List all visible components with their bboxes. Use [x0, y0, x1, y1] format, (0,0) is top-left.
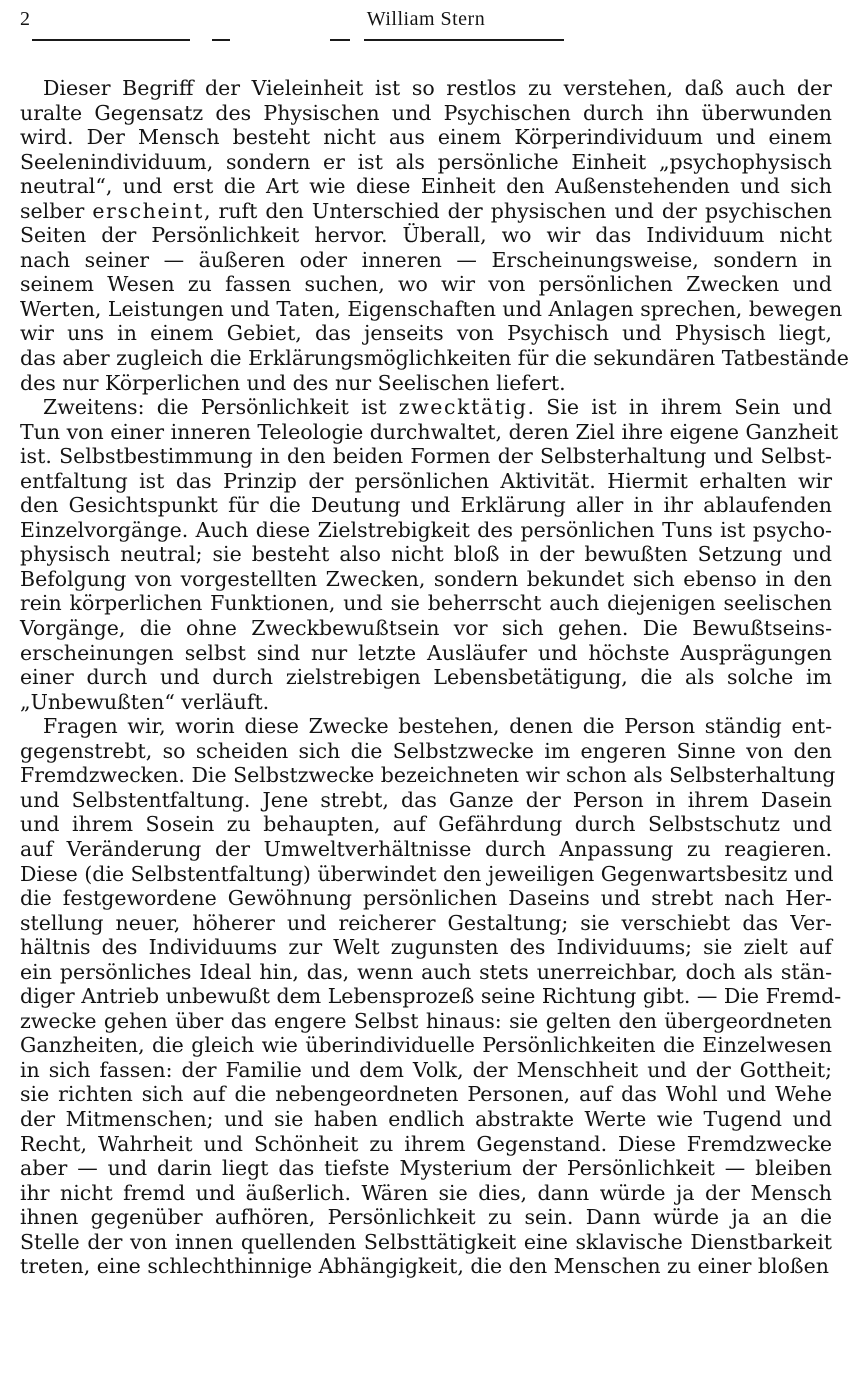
text-line: nach seiner — äußeren oder inneren — Erscheinungsweise, sondern in [20, 247, 832, 272]
text-line: ein persönliches Ideal hin, das, wenn auch stets unerreichbar, doch als stän- [20, 959, 832, 984]
paragraph [20, 76, 849, 395]
text-segment: Zweitens: die Persönlichkeit ist [43, 395, 399, 420]
text-line: wir uns in einem Gebiet, das jenseits von Psychisch und Physisch liegt, [20, 321, 832, 346]
text-line: sie richten sich auf die nebengeordneten Personen, auf das Wohl und Wehe [20, 1082, 832, 1107]
text-line: wird. Der Mensch besteht nicht aus einem Körperindividuum und einem [20, 125, 832, 150]
text-line: das aber zugleich die Erklärungsmöglichkeiten für die sekundären Tatbestände [20, 346, 849, 371]
text-line: Ganzheiten, die gleich wie überindividuelle Persönlichkeiten die Einzelwesen [20, 1033, 832, 1058]
header-rule-left [32, 39, 190, 41]
text-line: uralte Gegensatz des Physischen und Psychischen durch ihn überwunden [20, 100, 832, 125]
text-line: rein körperlichen Funktionen, und sie beherrscht auch diejenigen seelischen [20, 591, 832, 616]
text-line: Fremdzwecken. Die Selbstzwecke bezeichneten wir schon als Selbsterhaltung [20, 763, 836, 788]
text-line: ist. Selbstbestimmung in den beiden Formen der Selbsterhaltung und Selbst- [20, 444, 832, 469]
text-line [20, 199, 832, 224]
header-rule-mid [212, 39, 230, 41]
text-line: Tun von einer inneren Teleologie durchwaltet, deren Ziel ihre eigene Ganzheit [20, 419, 839, 444]
text-line: Befolgung von vorgestellten Zwecken, sondern bekundet sich ebenso in den [20, 566, 832, 591]
text-line: auf Veränderung der Umweltverhältnisse durch Anpassung zu reagieren. [20, 836, 832, 861]
text-line: entfaltung ist das Prinzip der persönlichen Aktivität. Hiermit erhalten wir [20, 468, 832, 493]
text-segment: , ruft den Unterschied der physischen und der psychischen [203, 198, 832, 223]
text-line: Seelenindividuum, sondern er ist als persönliche Einheit „psychophysisch [20, 149, 832, 174]
text-line: Dieser Begriff der Vieleinheit ist so restlos zu verstehen, daß auch der [43, 76, 832, 100]
text-line [20, 395, 832, 420]
text-line: „Unbewußten“ verläuft. [20, 689, 270, 714]
text-line: Einzelvorgänge. Auch diese Zielstrebigkeit des persönlichen Tuns ist psycho- [20, 517, 832, 542]
text-line: physisch neutral; sie besteht also nicht bloß in der bewußten Setzung und [20, 542, 832, 567]
text-segment: selber [20, 198, 93, 223]
text-line: erscheinungen selbst sind nur letzte Ausläufer und höchste Ausprägungen [20, 640, 832, 665]
text-line: Seiten der Persönlichkeit hervor. Überall, wo wir das Individuum nicht [20, 223, 832, 248]
text-line: und Selbstentfaltung. Jene strebt, das Ganze der Person in ihrem Dasein [20, 787, 832, 812]
text-line: Werten, Leistungen und Taten, Eigenschaften und Anlagen sprechen, bewegen [20, 296, 843, 321]
text-line: treten, eine schlechthinnige Abhängigkeit, die den Menschen zu einer bloßen [20, 1254, 829, 1279]
paragraph [20, 714, 842, 1279]
text-line: zwecke gehen über das engere Selbst hinaus: sie gelten den übergeordneten [20, 1008, 832, 1033]
body-text [20, 76, 849, 1279]
text-line: hältnis des Individuums zur Welt zugunsten des Individuums; sie zielt auf [20, 935, 832, 960]
text-line [20, 174, 832, 199]
emphasis-spaced: erscheint [92, 198, 204, 223]
emphasis-spaced: zwecktätig [398, 395, 528, 420]
page-number: 2 [20, 8, 30, 30]
header-rule-right [364, 39, 564, 41]
running-head: William Stern [366, 8, 486, 30]
text-line: Diese (die Selbstentfaltung) überwindet den jeweiligen Gegenwartsbesitz und [20, 861, 834, 886]
text-line: Fragen wir, worin diese Zwecke bestehen, denen die Person ständig ent- [43, 714, 832, 739]
text-segment: . Sie ist in ihrem Sein und [527, 395, 833, 420]
text-line: diger Antrieb unbewußt dem Lebensprozeß seine Richtung gibt. — Die Fremd- [20, 984, 842, 1009]
text-line: einer durch und durch zielstrebigen Lebensbetätigung, die als solche im [20, 665, 832, 690]
text-line: ihnen gegenüber aufhören, Persönlichkeit zu sein. Dann würde ja an die [20, 1205, 832, 1230]
text-line: Stelle der von innen quellenden Selbsttätigkeit eine sklavische Dienstbarkeit [20, 1229, 832, 1254]
text-line: aber — und darin liegt das tiefste Mysterium der Persönlichkeit — bleiben [20, 1156, 832, 1181]
text-line: Vorgänge, die ohne Zweckbewußtsein vor sich gehen. Die Bewußtseins- [20, 616, 832, 641]
text-line: ihr nicht fremd und äußerlich. Wären sie dies, dann würde ja der Mensch [20, 1180, 832, 1205]
text-line: stellung neuer, höherer und reicherer Gestaltung; sie verschiebt das Ver- [20, 910, 832, 935]
text-line: der Mitmenschen; und sie haben endlich abstrakte Werte wie Tugend und [20, 1106, 832, 1131]
text-line: seinem Wesen zu fassen suchen, wo wir von persönlichen Zwecken und [20, 272, 832, 297]
text-line: Recht, Wahrheit und Schönheit zu ihrem Gegenstand. Diese Fremdzwecke [20, 1131, 832, 1156]
text-line: den Gesichtspunkt für die Deutung und Erklärung aller in ihr ablaufenden [20, 493, 832, 518]
text-line: gegenstrebt, so scheiden sich die Selbstzwecke im engeren Sinne von den [20, 738, 832, 763]
text-line: die festgewordene Gewöhnung persönlichen Daseins und strebt nach Her- [20, 886, 832, 911]
text-line: und ihrem Sosein zu behaupten, auf Gefährdung durch Selbstschutz und [20, 812, 832, 837]
header-rule-mid [330, 39, 350, 41]
text-line: des nur Körperlichen und des nur Seelischen liefert. [20, 370, 566, 395]
paragraph [20, 395, 839, 714]
text-line: in sich fassen: der Familie und dem Volk, der Menschheit und der Gottheit; [20, 1057, 832, 1082]
page-header [0, 0, 852, 48]
text-segment: neutral“, und erst die Art wie diese Einheit den Außenstehenden und sich [20, 174, 832, 199]
